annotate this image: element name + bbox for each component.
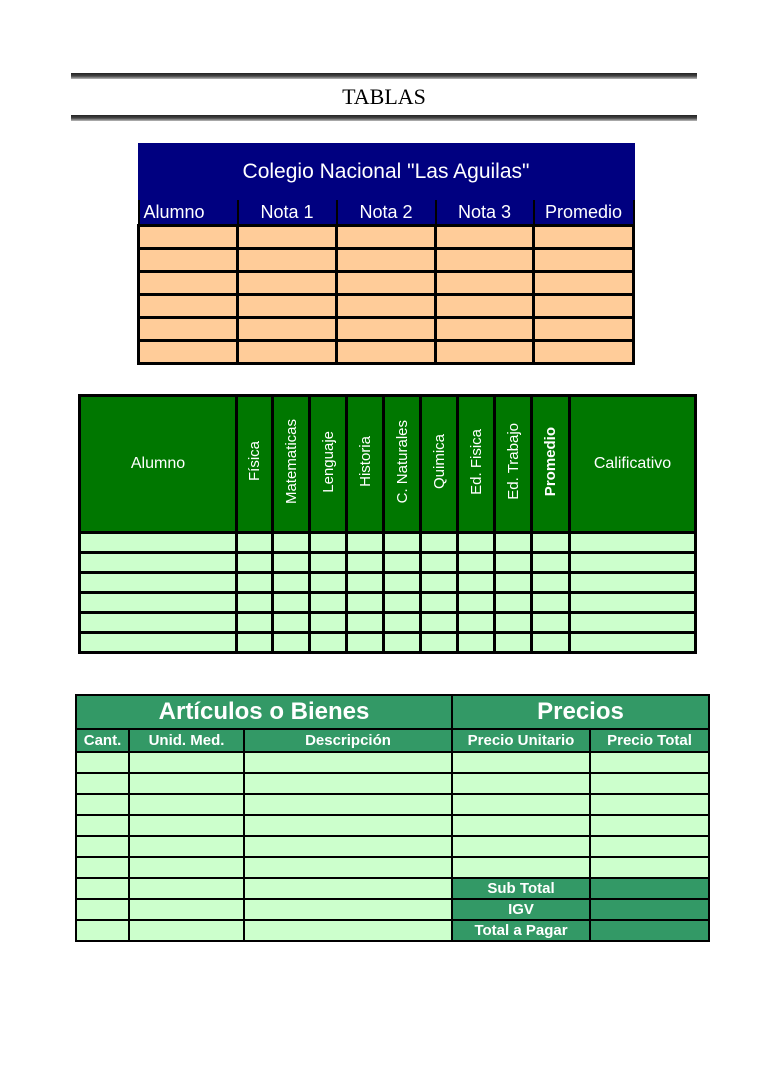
column-header-cell xyxy=(237,396,273,533)
table-cell[interactable] xyxy=(80,573,237,593)
table-cell[interactable] xyxy=(129,815,244,836)
column-header-cell xyxy=(273,396,310,533)
table-cell[interactable] xyxy=(347,593,384,613)
table-cell[interactable] xyxy=(237,533,273,553)
table-cell[interactable] xyxy=(80,613,237,633)
column-header: Precio Total xyxy=(590,729,709,752)
column-header: Quimica xyxy=(430,433,448,489)
column-header: Nota 3 xyxy=(436,199,534,226)
column-header-cell xyxy=(80,396,237,533)
table-cell[interactable] xyxy=(534,226,634,249)
table-cell[interactable] xyxy=(238,341,337,364)
column-header: Precio Unitario xyxy=(452,729,590,752)
table-cell[interactable] xyxy=(139,226,238,249)
column-header: Nota 2 xyxy=(337,199,436,226)
table-cell[interactable] xyxy=(129,878,244,899)
table-cell[interactable] xyxy=(76,773,129,794)
column-header: Nota 1 xyxy=(238,199,337,226)
table-cell[interactable] xyxy=(590,878,709,899)
table-cell[interactable] xyxy=(237,553,273,573)
group-header-articles: Artículos o Bienes xyxy=(76,695,452,729)
table-cell[interactable] xyxy=(532,573,570,593)
column-header-cell xyxy=(532,396,570,533)
column-header: Matematicas xyxy=(282,418,300,505)
table-cell[interactable] xyxy=(495,633,532,653)
table-cell[interactable] xyxy=(495,553,532,573)
table-cell[interactable] xyxy=(273,573,310,593)
table-cell[interactable] xyxy=(76,878,129,899)
table-cell[interactable] xyxy=(337,295,436,318)
table-cell[interactable] xyxy=(337,318,436,341)
table-cell[interactable] xyxy=(495,593,532,613)
column-header: Cant. xyxy=(76,729,129,752)
table-cell[interactable] xyxy=(590,794,709,815)
table-row xyxy=(80,553,696,573)
table-cell[interactable] xyxy=(139,249,238,272)
column-header: Descripción xyxy=(244,729,452,752)
table-row xyxy=(76,920,709,941)
table-cell[interactable] xyxy=(532,553,570,573)
table-row xyxy=(76,878,709,899)
table-cell[interactable] xyxy=(237,633,273,653)
table-cell[interactable] xyxy=(534,272,634,295)
table-cell[interactable] xyxy=(129,794,244,815)
table-cell[interactable] xyxy=(347,553,384,573)
table-row xyxy=(80,613,696,633)
table-cell[interactable] xyxy=(458,613,495,633)
grades-table xyxy=(137,143,635,365)
column-header-cell xyxy=(310,396,347,533)
summary-label: Sub Total xyxy=(452,878,590,899)
table-cell[interactable] xyxy=(384,573,421,593)
table-cell[interactable] xyxy=(458,533,495,553)
column-header: C. Naturales xyxy=(393,419,411,504)
table-cell[interactable] xyxy=(458,553,495,573)
column-header: Promedio xyxy=(542,426,559,497)
table-cell[interactable] xyxy=(273,593,310,613)
column-header: Alumno xyxy=(130,455,186,472)
table-row xyxy=(76,857,709,878)
summary-label: IGV xyxy=(452,899,590,920)
column-header: Ed. Trabajo xyxy=(504,423,522,500)
table-cell[interactable] xyxy=(590,752,709,773)
table-cell[interactable] xyxy=(458,633,495,653)
table-cell[interactable] xyxy=(238,318,337,341)
table-cell[interactable] xyxy=(458,573,495,593)
table-cell[interactable] xyxy=(384,553,421,573)
table-cell[interactable] xyxy=(452,815,590,836)
table-cell[interactable] xyxy=(139,295,238,318)
table-cell[interactable] xyxy=(129,752,244,773)
column-header-cell xyxy=(458,396,495,533)
subjects-table xyxy=(78,394,697,654)
table-cell[interactable] xyxy=(139,341,238,364)
table-cell[interactable] xyxy=(436,226,534,249)
table-cell[interactable] xyxy=(244,773,452,794)
table-cell[interactable] xyxy=(452,752,590,773)
table-cell[interactable] xyxy=(244,836,452,857)
column-header: Calificativo xyxy=(593,455,672,472)
table-cell[interactable] xyxy=(337,226,436,249)
table-cell[interactable] xyxy=(76,794,129,815)
table-cell[interactable] xyxy=(273,533,310,553)
table-cell[interactable] xyxy=(347,533,384,553)
table-cell[interactable] xyxy=(421,553,458,573)
table-cell[interactable] xyxy=(570,613,696,633)
table-cell[interactable] xyxy=(310,613,347,633)
table-cell[interactable] xyxy=(534,341,634,364)
table-cell[interactable] xyxy=(80,553,237,573)
table-cell[interactable] xyxy=(273,553,310,573)
table-cell[interactable] xyxy=(129,920,244,941)
table-cell[interactable] xyxy=(237,593,273,613)
summary-label: Total a Pagar xyxy=(452,920,590,941)
table-cell[interactable] xyxy=(436,249,534,272)
table-cell[interactable] xyxy=(590,773,709,794)
table-cell[interactable] xyxy=(570,593,696,613)
table-cell[interactable] xyxy=(384,533,421,553)
table-cell[interactable] xyxy=(244,899,452,920)
table-cell[interactable] xyxy=(129,857,244,878)
table-cell[interactable] xyxy=(532,533,570,553)
table-cell[interactable] xyxy=(273,613,310,633)
column-header-cell xyxy=(347,396,384,533)
table-cell[interactable] xyxy=(337,341,436,364)
table-cell[interactable] xyxy=(436,318,534,341)
table-cell[interactable] xyxy=(129,773,244,794)
table-cell[interactable] xyxy=(310,633,347,653)
table-cell[interactable] xyxy=(347,633,384,653)
table-row xyxy=(139,272,634,295)
table-cell[interactable] xyxy=(590,815,709,836)
table-cell[interactable] xyxy=(76,857,129,878)
table-cell[interactable] xyxy=(532,633,570,653)
table-cell[interactable] xyxy=(347,573,384,593)
table-cell[interactable] xyxy=(532,613,570,633)
table-cell[interactable] xyxy=(310,553,347,573)
table-cell[interactable] xyxy=(238,295,337,318)
table-cell[interactable] xyxy=(495,573,532,593)
table-cell[interactable] xyxy=(244,752,452,773)
table-cell[interactable] xyxy=(237,613,273,633)
table-row xyxy=(80,633,696,653)
table-row xyxy=(76,794,709,815)
table-cell[interactable] xyxy=(238,226,337,249)
column-header-cell xyxy=(495,396,532,533)
table-cell[interactable] xyxy=(421,593,458,613)
table-cell[interactable] xyxy=(570,573,696,593)
table-cell[interactable] xyxy=(421,633,458,653)
table-cell[interactable] xyxy=(534,249,634,272)
bottom-rule xyxy=(71,115,697,121)
table-row xyxy=(76,899,709,920)
table-cell[interactable] xyxy=(421,613,458,633)
table-cell[interactable] xyxy=(238,272,337,295)
table-row xyxy=(76,836,709,857)
table-cell[interactable] xyxy=(80,593,237,613)
table-row xyxy=(76,773,709,794)
table-cell[interactable] xyxy=(244,878,452,899)
table-cell[interactable] xyxy=(384,613,421,633)
top-rule xyxy=(71,73,697,79)
table-cell[interactable] xyxy=(337,272,436,295)
table-cell[interactable] xyxy=(139,318,238,341)
table-title: Colegio Nacional "Las Aguilas" xyxy=(139,144,634,199)
table-cell[interactable] xyxy=(590,857,709,878)
table-cell[interactable] xyxy=(244,794,452,815)
table-cell[interactable] xyxy=(452,857,590,878)
table-cell[interactable] xyxy=(495,613,532,633)
table-cell[interactable] xyxy=(421,573,458,593)
table-cell[interactable] xyxy=(337,249,436,272)
table-cell[interactable] xyxy=(384,593,421,613)
table-cell[interactable] xyxy=(452,836,590,857)
table-row xyxy=(139,341,634,364)
table-row xyxy=(139,318,634,341)
page-title: TABLAS xyxy=(342,84,426,109)
column-header: Física xyxy=(246,441,263,482)
table-cell[interactable] xyxy=(310,593,347,613)
table-row xyxy=(80,533,696,553)
table-cell[interactable] xyxy=(436,272,534,295)
table-row xyxy=(80,593,696,613)
table-cell[interactable] xyxy=(532,593,570,613)
table-cell[interactable] xyxy=(436,295,534,318)
table-cell[interactable] xyxy=(570,533,696,553)
table-row xyxy=(76,752,709,773)
table-cell[interactable] xyxy=(310,533,347,553)
table-cell[interactable] xyxy=(244,815,452,836)
table-cell[interactable] xyxy=(76,815,129,836)
table-row xyxy=(139,295,634,318)
table-cell[interactable] xyxy=(384,633,421,653)
table-cell[interactable] xyxy=(310,573,347,593)
table-cell[interactable] xyxy=(458,593,495,613)
table-cell[interactable] xyxy=(129,899,244,920)
column-header: Promedio xyxy=(534,199,634,226)
table-cell[interactable] xyxy=(534,318,634,341)
table-row xyxy=(139,226,634,249)
column-header: Lenguaje xyxy=(319,430,337,493)
table-cell[interactable] xyxy=(534,295,634,318)
column-header-cell xyxy=(421,396,458,533)
table-cell[interactable] xyxy=(436,341,534,364)
column-header-cell xyxy=(570,396,696,533)
table-cell[interactable] xyxy=(570,633,696,653)
table-cell[interactable] xyxy=(452,794,590,815)
table-cell[interactable] xyxy=(590,836,709,857)
column-header: Unid. Med. xyxy=(129,729,244,752)
table-cell[interactable] xyxy=(590,920,709,941)
column-header: Alumno xyxy=(139,199,238,226)
table-cell[interactable] xyxy=(129,836,244,857)
table-cell[interactable] xyxy=(590,899,709,920)
table-row xyxy=(80,573,696,593)
table-cell[interactable] xyxy=(570,553,696,573)
invoice-table xyxy=(75,694,710,942)
column-header-cell xyxy=(384,396,421,533)
table-cell[interactable] xyxy=(347,613,384,633)
table-cell[interactable] xyxy=(244,920,452,941)
table-cell[interactable] xyxy=(139,272,238,295)
table-row xyxy=(139,249,634,272)
table-cell[interactable] xyxy=(237,573,273,593)
table-cell[interactable] xyxy=(273,633,310,653)
column-header: Historia xyxy=(356,436,374,487)
table-cell[interactable] xyxy=(452,773,590,794)
table-cell[interactable] xyxy=(80,533,237,553)
table-cell[interactable] xyxy=(76,836,129,857)
table-cell[interactable] xyxy=(238,249,337,272)
column-header: Ed. Fisica xyxy=(467,428,485,495)
table-cell[interactable] xyxy=(76,752,129,773)
table-cell[interactable] xyxy=(244,857,452,878)
table-cell[interactable] xyxy=(76,920,129,941)
table-cell[interactable] xyxy=(80,633,237,653)
table-cell[interactable] xyxy=(495,533,532,553)
table-cell[interactable] xyxy=(421,533,458,553)
group-header-prices: Precios xyxy=(452,695,709,729)
table-cell[interactable] xyxy=(76,899,129,920)
table-row xyxy=(76,815,709,836)
